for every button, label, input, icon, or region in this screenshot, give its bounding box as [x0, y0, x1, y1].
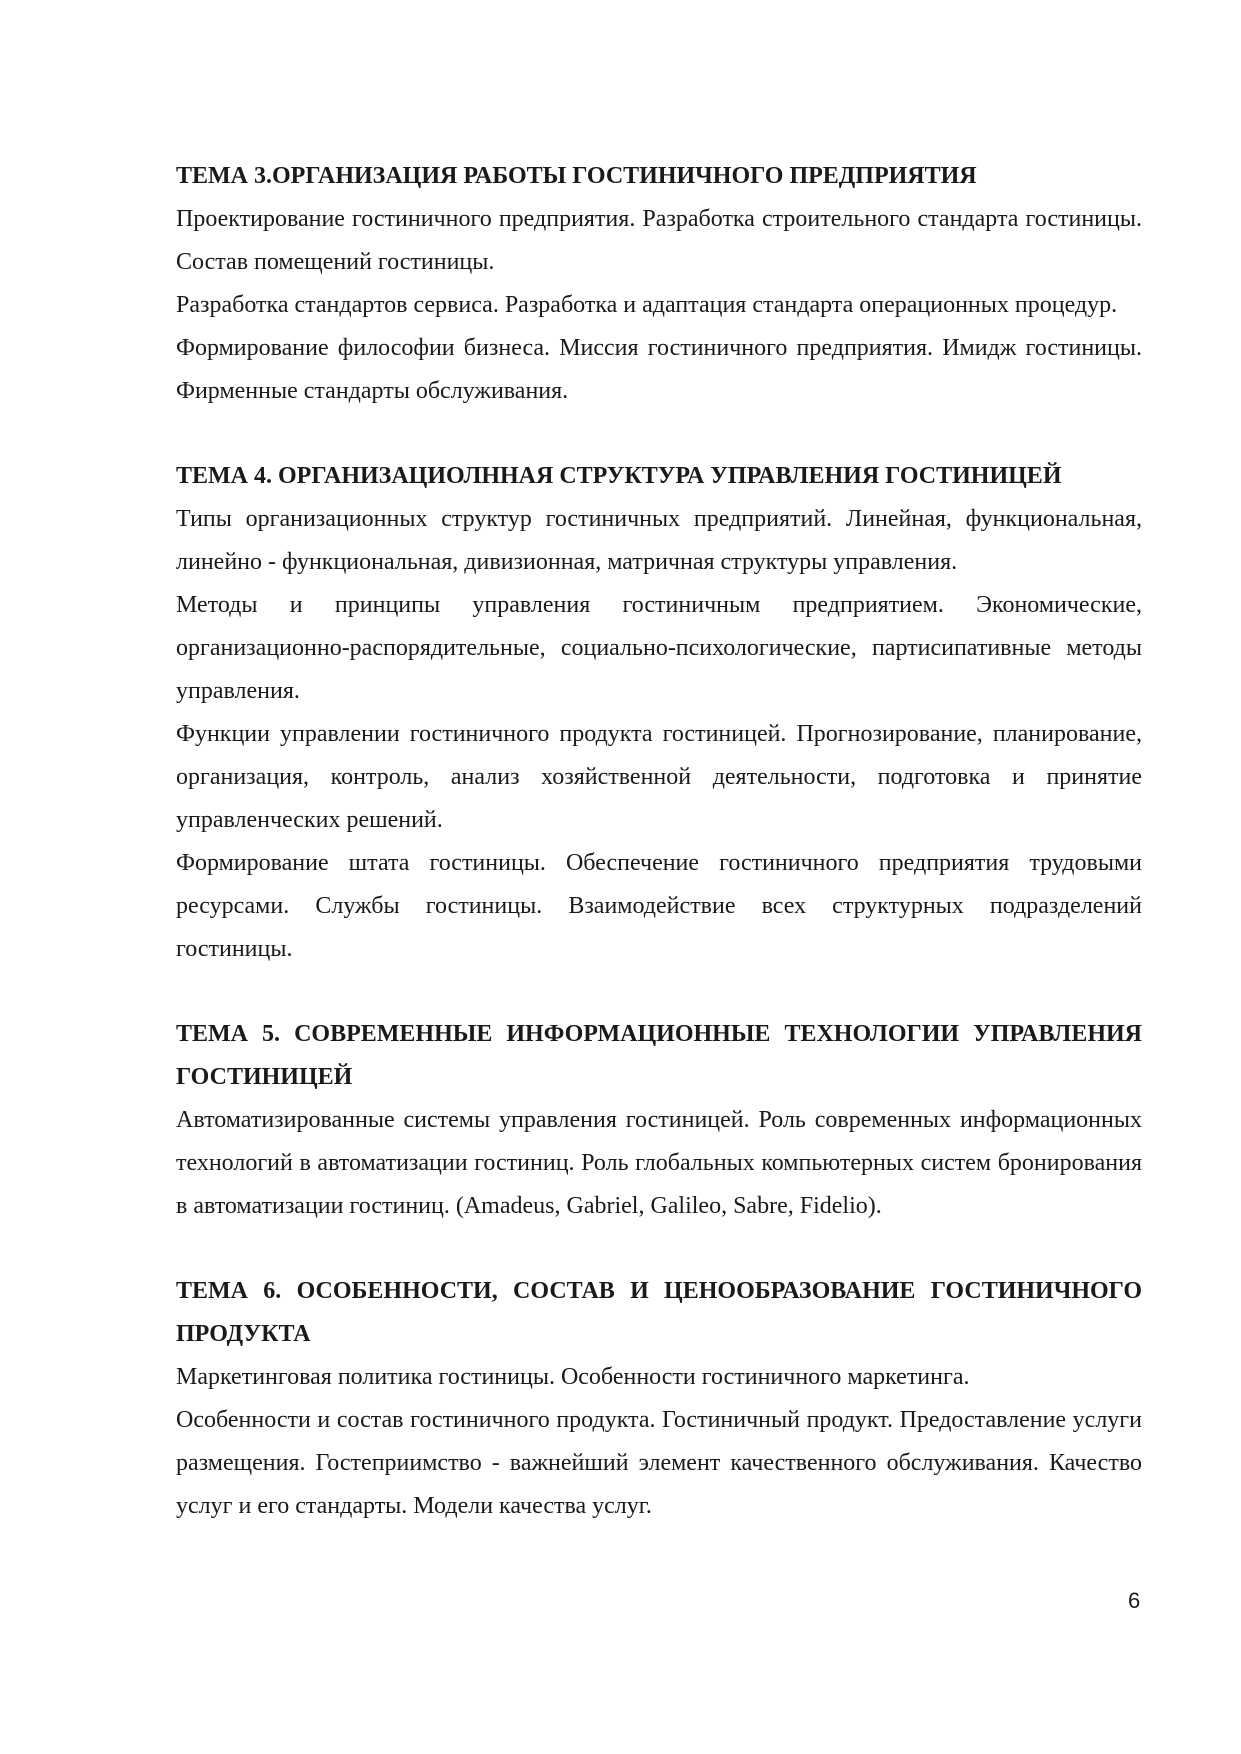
paragraph: Маркетинговая политика гостиницы. Особенности гостиничного маркетинга. [176, 1364, 970, 1390]
section-title: ТЕМА 6. ОСОБЕННОСТИ, СОСТАВ И ЦЕНООБРАЗОВАНИЕ ГОСТИНИЧНОГО ПРОДУКТА [176, 1278, 1142, 1347]
page-content [176, 155, 1142, 1570]
page-number: 6 [1128, 1588, 1141, 1613]
paragraph: Автоматизированные системы управления гостиницей. Роль современных информационных технологий в автоматизации гостиниц. Роль глобальных компьютерных систем бронирования в автоматизации гостиниц. (Amadeus, Gabriel, Galileo, Sabre, Fidelio). [176, 1107, 1142, 1219]
paragraph: Формирование философии бизнеса. Миссия гостиничного предприятия. Имидж гостиницы. Фирменные стандарты обслуживания. [176, 335, 1142, 404]
section-topic-3 [176, 155, 1142, 413]
paragraph: Особенности и состав гостиничного продукта. Гостиничный продукт. Предоставление услуги размещения. Гостеприимство - важнейший элемент качественного обслуживания. Качество услуг и его стандарты. Модели качества услуг. [176, 1407, 1142, 1519]
paragraph: Функции управлении гостиничного продукта гостиницей. Прогнозирование, планирование, организация, контроль, анализ хозяйственной деятельности, подготовка и принятие управленческих решений. [176, 721, 1142, 833]
paragraph: Проектирование гостиничного предприятия. Разработка строительного стандарта гостиницы. Состав помещений гостиницы. [176, 206, 1142, 275]
section-title: ТЕМА 3.ОРГАНИЗАЦИЯ РАБОТЫ ГОСТИНИЧНОГО ПРЕДПРИЯТИЯ [176, 163, 977, 189]
section-topic-6 [176, 1270, 1142, 1528]
paragraph: Разработка стандартов сервиса. Разработка и адаптация стандарта операционных процедур. [176, 292, 1118, 318]
section-topic-4 [176, 455, 1142, 971]
paragraph: Методы и принципы управления гостиничным предприятием. Экономические, организационно-распорядительные, социально-психологические, партисипативные методы управления. [176, 592, 1142, 704]
section-title: ТЕМА 5. СОВРЕМЕННЫЕ ИНФОРМАЦИОННЫЕ ТЕХНОЛОГИИ УПРАВЛЕНИЯ ГОСТИНИЦЕЙ [176, 1021, 1142, 1090]
paragraph: Формирование штата гостиницы. Обеспечение гостиничного предприятия трудовыми ресурсами. Службы гостиницы. Взаимодействие всех структурных подразделений гостиницы. [176, 850, 1142, 962]
section-title: ТЕМА 4. ОРГАНИЗАЦИОЛННАЯ СТРУКТУРА УПРАВЛЕНИЯ ГОСТИНИЦЕЙ [176, 463, 1062, 489]
section-topic-5 [176, 1013, 1142, 1228]
paragraph: Типы организационных структур гостиничных предприятий. Линейная, функциональная, линейно - функциональная, дивизионная, матричная структуры управления. [176, 506, 1142, 575]
